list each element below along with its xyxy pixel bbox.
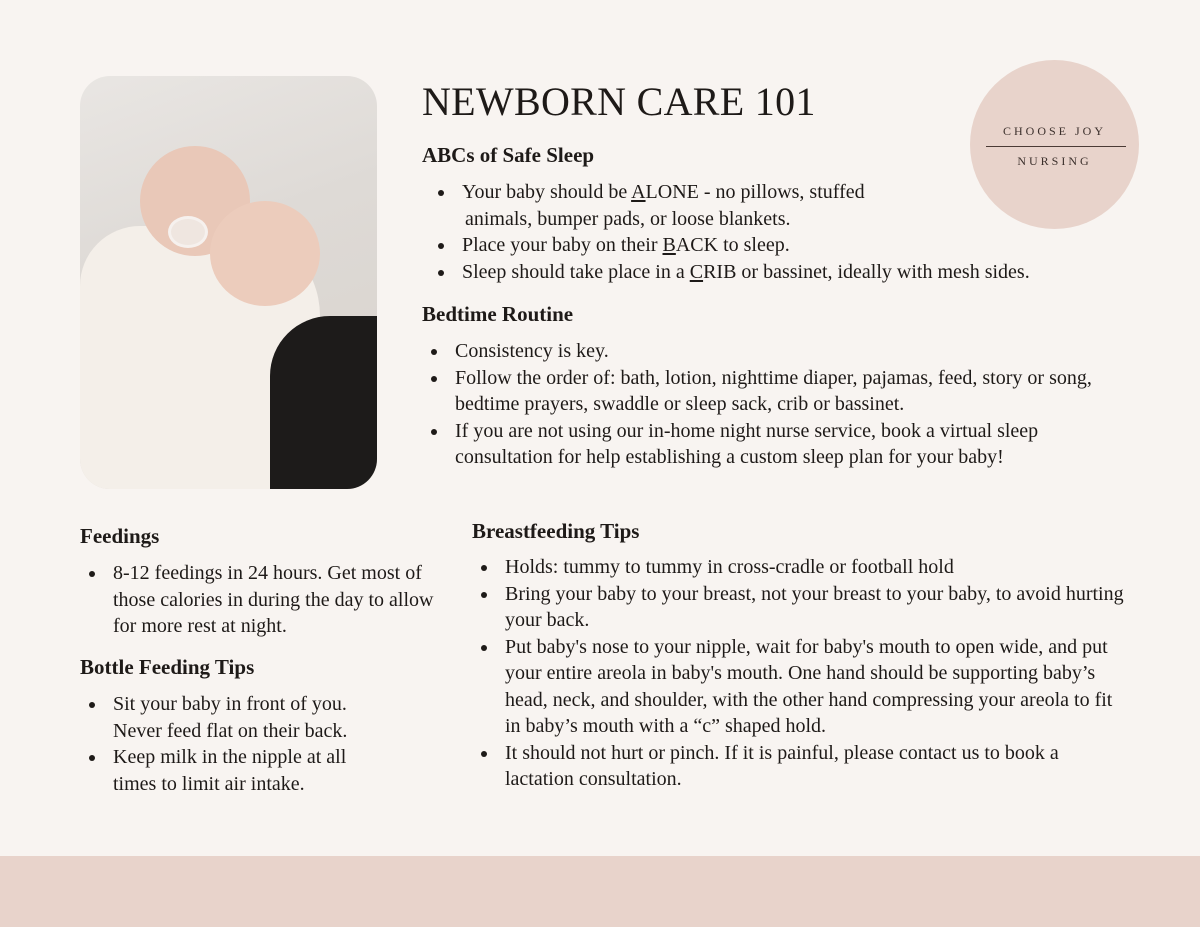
logo-line2: NURSING — [1017, 154, 1092, 168]
list-item: Keep milk in the nipple at all times to limit air intake. — [113, 744, 388, 797]
bottle-heading: Bottle Feeding Tips — [80, 655, 255, 679]
list-item: Your baby should be ALONE - no pillows, stuffed animals, bumper pads, or loose blankets. — [462, 179, 1162, 232]
feedings-heading: Feedings — [80, 524, 160, 548]
list-item: Put baby's nose to your nipple, wait for baby's mouth to open wide, and put your entire areola in baby's mouth. One hand should be supporting baby’s head, neck, and shoulder, with the other hand compressing your areola to fit in baby’s mouth with a “c” shaped hold. — [505, 634, 1130, 740]
page-title: NEWBORN CARE 101 — [422, 79, 816, 124]
bedtime-list — [455, 338, 1135, 471]
bottle-list — [113, 691, 388, 797]
list-item: Place your baby on their BACK to sleep. — [462, 232, 1162, 259]
list-item: Holds: tummy to tummy in cross-cradle or football hold — [505, 554, 1130, 581]
list-item: Sleep should take place in a CRIB or bassinet, ideally with mesh sides. — [462, 259, 1162, 286]
list-item: Consistency is key. — [455, 338, 1135, 365]
safe-sleep-heading: ABCs of Safe Sleep — [422, 143, 595, 167]
list-item: It should not hurt or pinch. If it is painful, please contact us to book a lactation consultation. — [505, 740, 1130, 793]
breastfeeding-list — [505, 554, 1130, 793]
list-item: If you are not using our in-home night nurse service, book a virtual sleep consultation for help establishing a custom sleep plan for your baby! — [455, 418, 1135, 471]
list-item: Bring your baby to your breast, not your breast to your baby, to avoid hurting your back. — [505, 581, 1130, 634]
footer-band — [0, 856, 1200, 927]
bedtime-heading: Bedtime Routine — [422, 302, 574, 326]
logo-divider — [986, 146, 1126, 147]
list-item: 8-12 feedings in 24 hours. Get most of those calories in during the day to allow for more rest at night. — [113, 560, 458, 640]
list-item: Sit your baby in front of you. Never feed flat on their back. — [113, 691, 388, 744]
breastfeeding-heading: Breastfeeding Tips — [472, 519, 640, 543]
safe-sleep-list — [462, 179, 1162, 285]
logo-line1: CHOOSE JOY — [1002, 124, 1106, 138]
newborn-twins-photo — [80, 76, 377, 489]
feedings-list — [113, 560, 458, 640]
list-item: Follow the order of: bath, lotion, nighttime diaper, pajamas, feed, story or song, bedtime prayers, swaddle or sleep sack, crib or bassinet. — [455, 365, 1135, 418]
